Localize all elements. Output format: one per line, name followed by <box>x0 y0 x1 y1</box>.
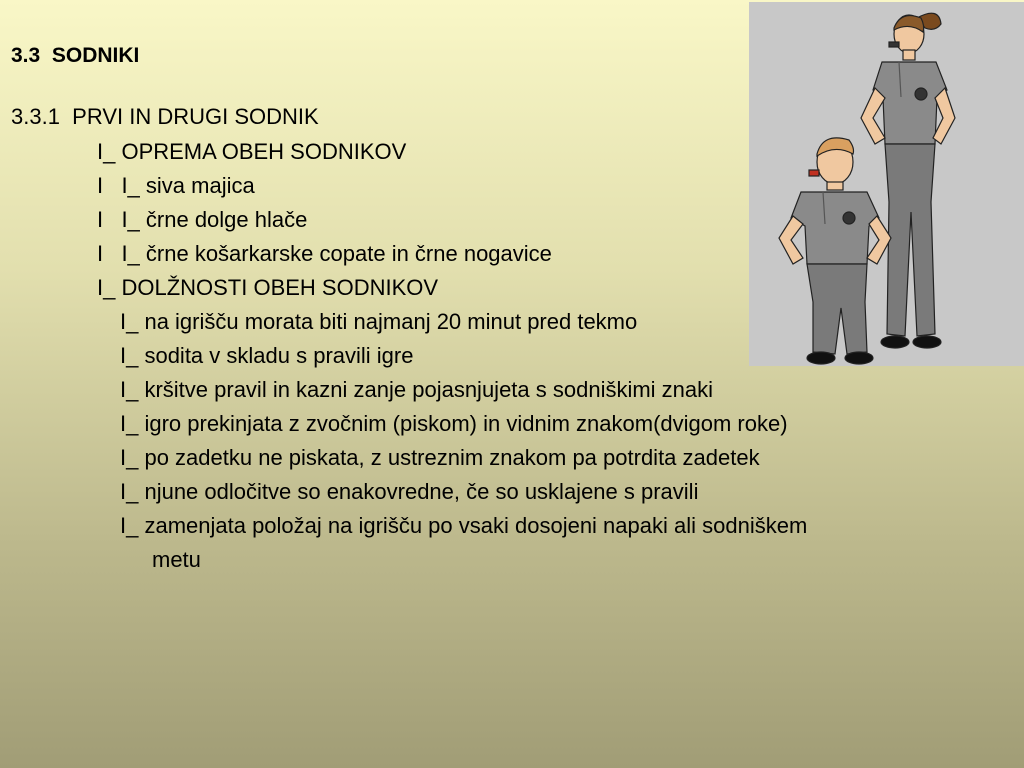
duty-item: I_ njune odločitve so enakovredne, če so usklajene s pravili <box>120 479 699 504</box>
duty-item: I_ kršitve pravil in kazni zanje pojasnjujeta s sodniškimi znaki <box>120 377 714 402</box>
duty-item-continuation: metu <box>152 547 201 572</box>
equipment-heading: I_ OPREMA OBEH SODNIKOV <box>97 139 407 164</box>
male-referee-figure <box>779 138 891 364</box>
female-referee-figure <box>861 13 955 348</box>
section-title: 3.3 SODNIKI <box>11 44 140 67</box>
duty-item: I_ igro prekinjata z zvočnim (piskom) in vidnim znakom(dvigom roke) <box>120 411 788 436</box>
duty-item: I_ po zadetku ne piskata, z ustreznim znakom pa potrdita zadetek <box>120 445 760 470</box>
equipment-item: I I_ črne dolge hlače <box>97 207 308 232</box>
equipment-item: I I_ siva majica <box>97 173 255 198</box>
duties-heading: I_ DOLŽNOSTI OBEH SODNIKOV <box>97 275 439 300</box>
referees-drawing <box>749 2 1024 366</box>
duty-item: I_ zamenjata položaj na igrišču po vsaki dosojeni napaki ali sodniškem <box>120 513 808 538</box>
duty-item: I_ na igrišču morata biti najmanj 20 minut pred tekmo <box>120 309 638 334</box>
subsection-heading: 3.3.1 PRVI IN DRUGI SODNIK <box>11 104 319 129</box>
duty-item: I_ sodita v skladu s pravili igre <box>120 343 414 368</box>
referees-illustration <box>749 2 1024 366</box>
equipment-item: I I_ črne košarkarske copate in črne nogavice <box>97 241 552 266</box>
